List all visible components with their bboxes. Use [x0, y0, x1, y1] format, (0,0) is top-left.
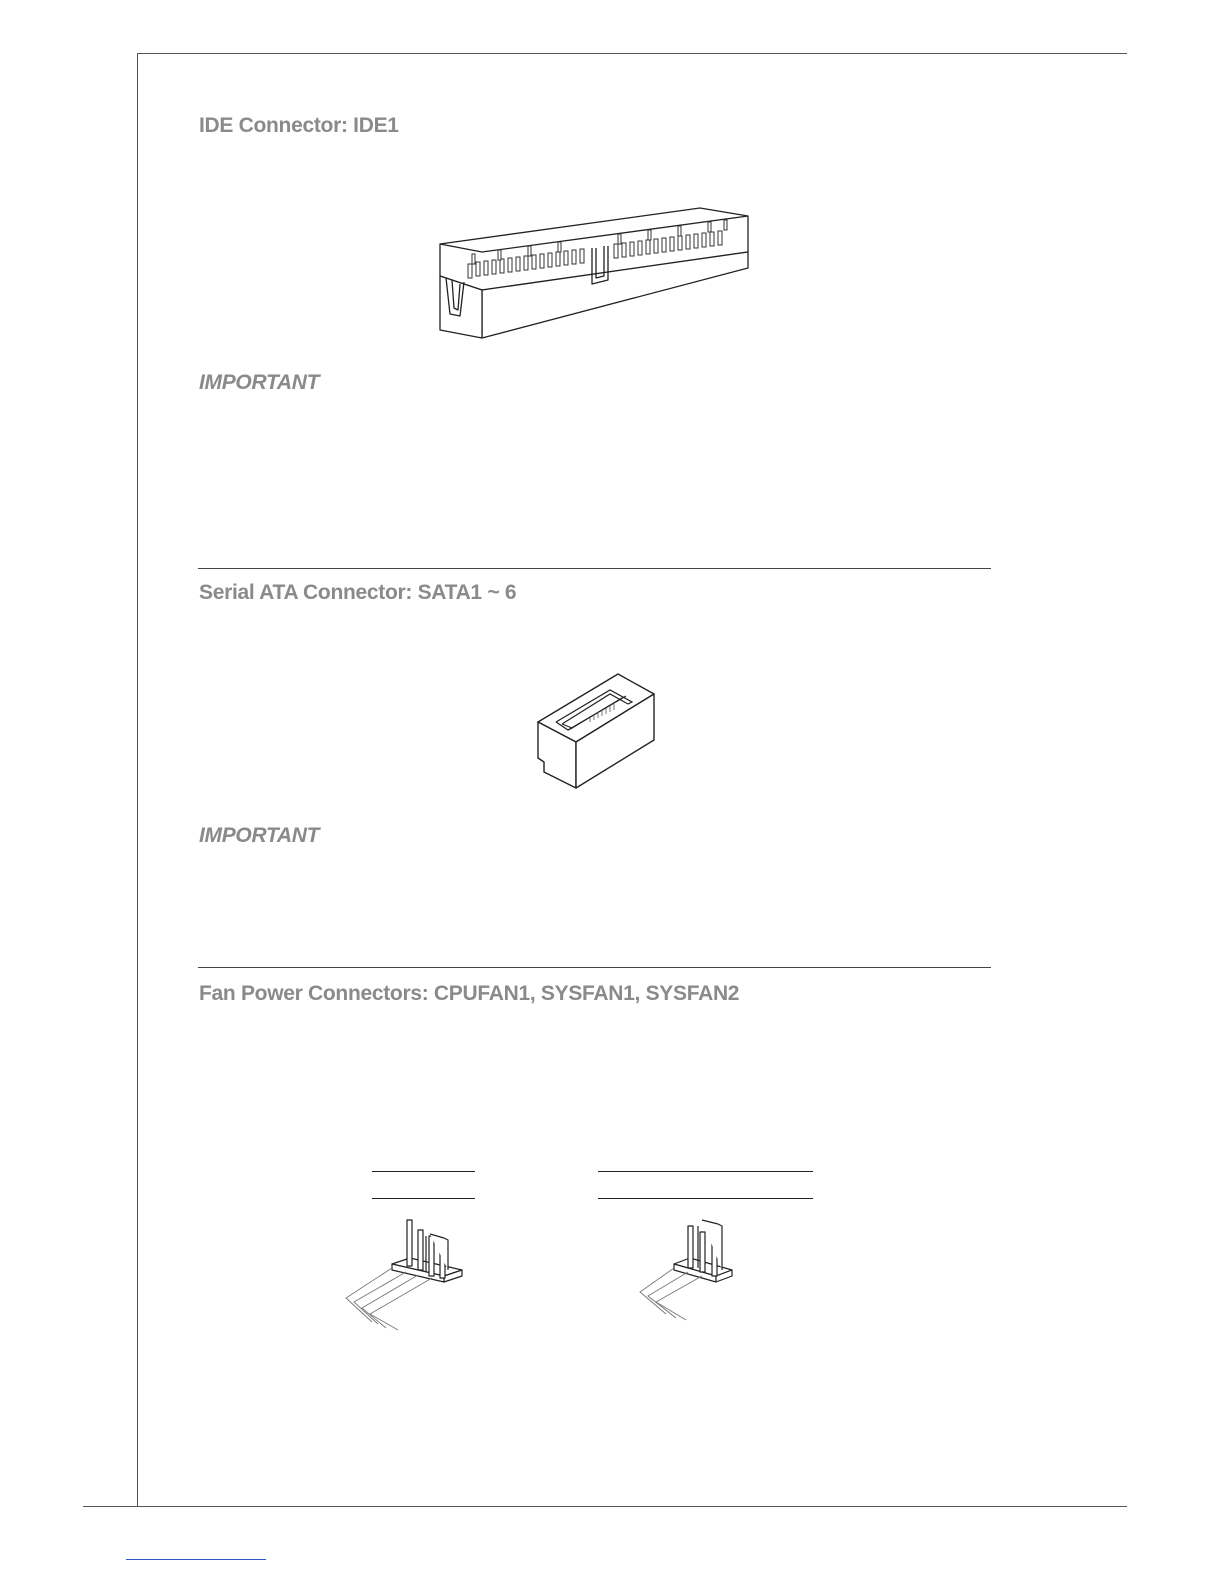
fan-connector-heading: Fan Power Connectors: CPUFAN1, SYSFAN1, SYSFAN2	[199, 982, 740, 1005]
four-pin-label-line-2	[372, 1198, 475, 1199]
four-pin-fan-connector-diagram	[344, 1216, 468, 1332]
three-pin-label-line-2	[598, 1198, 813, 1199]
ide-important-label: IMPORTANT	[199, 371, 320, 394]
four-pin-label-line-1	[372, 1171, 475, 1172]
bottom-border-rule	[83, 1506, 1127, 1507]
section-divider-2	[198, 967, 991, 968]
section-divider-1	[198, 568, 991, 569]
sata-connector-diagram	[536, 672, 658, 792]
footer-link-underline	[126, 1559, 266, 1560]
sata-connector-heading: Serial ATA Connector: SATA1 ~ 6	[199, 581, 517, 604]
left-margin-rule	[137, 53, 138, 1507]
ide-connector-heading: IDE Connector: IDE1	[199, 114, 399, 137]
ide-connector-diagram	[438, 204, 750, 344]
three-pin-fan-connector-diagram	[636, 1218, 736, 1322]
three-pin-label-line-1	[598, 1171, 813, 1172]
top-border-rule	[137, 53, 1127, 54]
sata-important-label: IMPORTANT	[199, 824, 320, 847]
